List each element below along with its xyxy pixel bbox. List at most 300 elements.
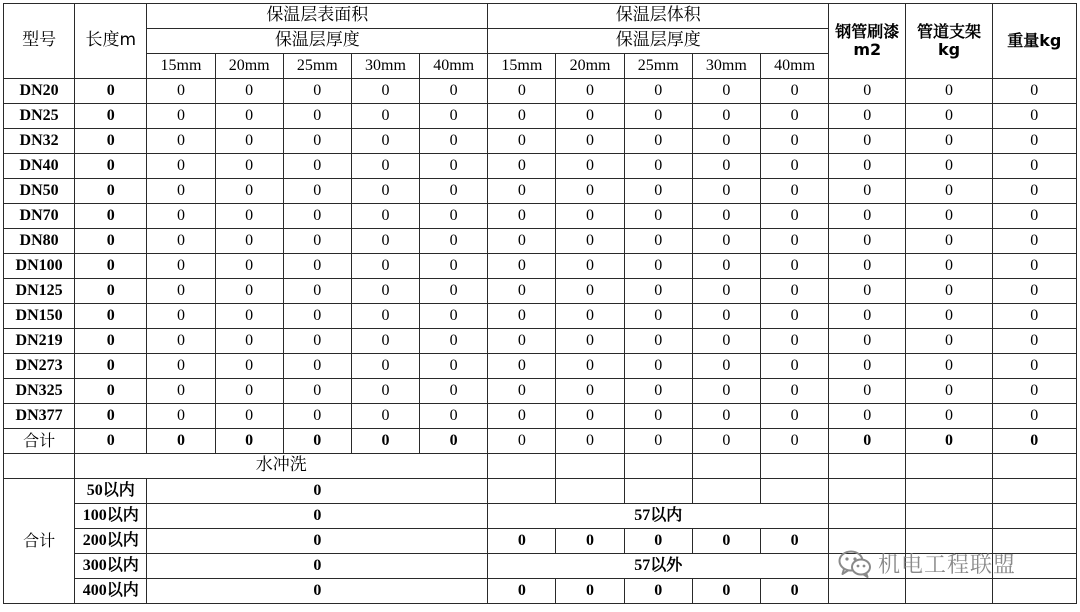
header-thickness-col: 25mm: [283, 54, 351, 79]
row-cell: 0: [992, 79, 1076, 104]
row-length: 0: [75, 79, 147, 104]
row-cell: 0: [351, 304, 419, 329]
total-cell: 0: [906, 429, 992, 454]
row-cell: 0: [420, 304, 488, 329]
row-cell: 0: [283, 379, 351, 404]
table-row: [4, 129, 1077, 154]
under-57-value: 0: [556, 529, 624, 554]
row-cell: 0: [556, 354, 624, 379]
row-cell: 0: [147, 204, 215, 229]
flush-range-label: 200以内: [75, 529, 147, 554]
header-volume-group: 保温层体积: [488, 4, 829, 29]
over-57-value: 0: [624, 579, 692, 604]
row-model: DN25: [4, 104, 75, 129]
header-thickness-col: 25mm: [624, 54, 692, 79]
row-cell: 0: [215, 204, 283, 229]
row-cell: 0: [692, 229, 760, 254]
row-cell: 0: [829, 404, 906, 429]
row-cell: 0: [906, 104, 992, 129]
row-cell: 0: [556, 154, 624, 179]
row-cell: 0: [420, 79, 488, 104]
row-cell: 0: [760, 104, 828, 129]
under-57-value: 0: [692, 529, 760, 554]
table-row: [4, 329, 1077, 354]
row-cell: 0: [992, 254, 1076, 279]
over-57-value: 0: [692, 579, 760, 604]
row-cell: 0: [692, 304, 760, 329]
row-cell: 0: [556, 79, 624, 104]
row-cell: 0: [147, 304, 215, 329]
row-cell: 0: [624, 329, 692, 354]
blank-cell: [906, 479, 992, 504]
total-cell: 0: [283, 429, 351, 454]
row-cell: 0: [692, 329, 760, 354]
flush-row: [4, 504, 1077, 529]
row-cell: 0: [760, 279, 828, 304]
row-cell: 0: [692, 104, 760, 129]
row-cell: 0: [692, 154, 760, 179]
row-length: 0: [75, 279, 147, 304]
row-length: 0: [75, 129, 147, 154]
row-model: DN100: [4, 254, 75, 279]
row-cell: 0: [488, 304, 556, 329]
flush-range-label: 300以内: [75, 554, 147, 579]
row-cell: 0: [692, 354, 760, 379]
total-cell: 0: [215, 429, 283, 454]
blank-cell: [992, 504, 1076, 529]
row-cell: 0: [624, 104, 692, 129]
row-cell: 0: [147, 179, 215, 204]
row-cell: 0: [829, 354, 906, 379]
row-model: DN325: [4, 379, 75, 404]
row-cell: 0: [215, 354, 283, 379]
total-rows: [4, 429, 1077, 454]
row-cell: 0: [624, 254, 692, 279]
blank-cell: [556, 454, 624, 479]
row-cell: 0: [760, 354, 828, 379]
row-cell: 0: [147, 79, 215, 104]
row-cell: 0: [351, 154, 419, 179]
total-cell: 0: [488, 429, 556, 454]
row-cell: 0: [906, 129, 992, 154]
over-57-label: 57以外: [488, 554, 829, 579]
row-cell: 0: [351, 329, 419, 354]
row-cell: 0: [906, 329, 992, 354]
row-cell: 0: [829, 129, 906, 154]
total-label: 合计: [4, 429, 75, 454]
row-cell: 0: [420, 354, 488, 379]
row-cell: 0: [420, 254, 488, 279]
header-thickness-col: 40mm: [420, 54, 488, 79]
row-cell: 0: [420, 154, 488, 179]
total-cell: 0: [351, 429, 419, 454]
row-cell: 0: [692, 379, 760, 404]
total-cell: 0: [760, 429, 828, 454]
table-row: [4, 229, 1077, 254]
total-cell: 0: [420, 429, 488, 454]
row-cell: 0: [215, 104, 283, 129]
row-cell: 0: [351, 279, 419, 304]
row-cell: 0: [992, 204, 1076, 229]
row-cell: 0: [760, 229, 828, 254]
row-cell: 0: [283, 304, 351, 329]
row-length: 0: [75, 229, 147, 254]
row-cell: 0: [283, 104, 351, 129]
flush-title: 水冲洗: [75, 454, 488, 479]
flush-row: [4, 479, 1077, 504]
row-cell: 0: [829, 279, 906, 304]
row-cell: 0: [760, 129, 828, 154]
row-cell: 0: [760, 329, 828, 354]
row-cell: 0: [624, 129, 692, 154]
row-cell: 0: [624, 204, 692, 229]
blank-cell: [624, 479, 692, 504]
row-cell: 0: [556, 404, 624, 429]
row-cell: 0: [624, 379, 692, 404]
row-cell: 0: [906, 379, 992, 404]
row-cell: 0: [488, 129, 556, 154]
row-cell: 0: [760, 404, 828, 429]
table-row: [4, 379, 1077, 404]
table-row: [4, 204, 1077, 229]
row-cell: 0: [906, 304, 992, 329]
row-cell: 0: [760, 154, 828, 179]
total-cell: 0: [147, 429, 215, 454]
total-cell: 0: [992, 429, 1076, 454]
row-cell: 0: [906, 254, 992, 279]
row-cell: 0: [420, 279, 488, 304]
insulation-quantity-table: [3, 3, 1077, 604]
row-cell: 0: [556, 104, 624, 129]
header-volume-thickness: 保温层厚度: [488, 29, 829, 54]
row-cell: 0: [829, 229, 906, 254]
blank-cell: [624, 454, 692, 479]
watermark-text: 机电工程联盟: [878, 553, 1017, 578]
row-cell: 0: [556, 179, 624, 204]
row-cell: 0: [556, 379, 624, 404]
row-cell: 0: [556, 229, 624, 254]
row-cell: 0: [829, 329, 906, 354]
row-cell: 0: [488, 379, 556, 404]
row-cell: 0: [906, 79, 992, 104]
row-cell: 0: [147, 279, 215, 304]
total-cell: 0: [829, 429, 906, 454]
row-cell: 0: [829, 304, 906, 329]
flush-range-value: 0: [147, 479, 488, 504]
row-cell: 0: [147, 404, 215, 429]
under-57-value: 0: [760, 529, 828, 554]
row-length: 0: [75, 379, 147, 404]
row-model: DN20: [4, 79, 75, 104]
row-model: DN32: [4, 129, 75, 154]
row-cell: 0: [283, 129, 351, 154]
blank-cell: [829, 454, 906, 479]
row-cell: 0: [488, 229, 556, 254]
watermark: [838, 548, 1016, 579]
row-cell: 0: [692, 79, 760, 104]
row-cell: 0: [215, 304, 283, 329]
row-cell: 0: [692, 204, 760, 229]
row-cell: 0: [351, 354, 419, 379]
total-cell: 0: [75, 429, 147, 454]
row-cell: 0: [906, 229, 992, 254]
blank-cell: [906, 454, 992, 479]
row-cell: 0: [147, 154, 215, 179]
row-cell: 0: [351, 79, 419, 104]
row-cell: 0: [488, 329, 556, 354]
header-support: 管道支架kg: [906, 4, 992, 79]
header-surface-group: 保温层表面积: [147, 4, 488, 29]
row-cell: 0: [283, 254, 351, 279]
row-cell: 0: [488, 154, 556, 179]
row-cell: 0: [906, 179, 992, 204]
row-cell: 0: [760, 179, 828, 204]
row-cell: 0: [829, 179, 906, 204]
blank-cell: [992, 579, 1076, 604]
row-cell: 0: [488, 179, 556, 204]
row-cell: 0: [420, 329, 488, 354]
blank-cell: [992, 454, 1076, 479]
row-cell: 0: [624, 354, 692, 379]
row-cell: 0: [488, 79, 556, 104]
pipe-rows: [4, 79, 1077, 429]
header-length: 长度m: [75, 4, 147, 79]
row-cell: 0: [760, 254, 828, 279]
row-cell: 0: [351, 179, 419, 204]
row-cell: 0: [283, 79, 351, 104]
row-cell: 0: [147, 329, 215, 354]
row-cell: 0: [283, 404, 351, 429]
flush-range-value: 0: [147, 504, 488, 529]
table-row: [4, 404, 1077, 429]
header-weight: 重量kg: [992, 4, 1076, 79]
row-cell: 0: [215, 179, 283, 204]
header-thickness-col: 30mm: [692, 54, 760, 79]
blank-cell: [760, 454, 828, 479]
row-model: DN70: [4, 204, 75, 229]
row-cell: 0: [992, 154, 1076, 179]
row-cell: 0: [692, 254, 760, 279]
blank-cell: [829, 479, 906, 504]
header-thickness-col: 20mm: [215, 54, 283, 79]
row-cell: 0: [283, 154, 351, 179]
row-cell: 0: [420, 204, 488, 229]
row-cell: 0: [992, 379, 1076, 404]
blank-cell: [488, 479, 556, 504]
flush-range-value: 0: [147, 529, 488, 554]
over-57-value: 0: [760, 579, 828, 604]
row-cell: 0: [351, 254, 419, 279]
row-cell: 0: [488, 204, 556, 229]
row-cell: 0: [556, 304, 624, 329]
row-cell: 0: [420, 179, 488, 204]
row-cell: 0: [992, 229, 1076, 254]
row-cell: 0: [992, 329, 1076, 354]
header-thickness-col: 15mm: [147, 54, 215, 79]
under-57-value: 0: [624, 529, 692, 554]
row-cell: 0: [556, 129, 624, 154]
row-cell: 0: [147, 379, 215, 404]
row-cell: 0: [215, 329, 283, 354]
row-cell: 0: [624, 404, 692, 429]
row-cell: 0: [488, 404, 556, 429]
header-model: 型号: [4, 4, 75, 79]
row-cell: 0: [283, 229, 351, 254]
row-cell: 0: [215, 79, 283, 104]
row-model: DN273: [4, 354, 75, 379]
row-cell: 0: [283, 354, 351, 379]
row-cell: 0: [906, 154, 992, 179]
table-row: [4, 304, 1077, 329]
header-thickness-col: 30mm: [351, 54, 419, 79]
flush-range-label: 50以内: [75, 479, 147, 504]
table-row: [4, 279, 1077, 304]
blank-cell: [692, 479, 760, 504]
row-cell: 0: [760, 379, 828, 404]
row-length: 0: [75, 329, 147, 354]
row-cell: 0: [624, 304, 692, 329]
row-cell: 0: [906, 354, 992, 379]
flush-row: [4, 579, 1077, 604]
row-cell: 0: [283, 179, 351, 204]
header-paint: 钢管刷漆m2: [829, 4, 906, 79]
table-row: [4, 154, 1077, 179]
row-cell: 0: [488, 104, 556, 129]
blank-cell: [556, 479, 624, 504]
row-model: DN150: [4, 304, 75, 329]
row-cell: 0: [215, 129, 283, 154]
row-cell: 0: [692, 404, 760, 429]
row-cell: 0: [351, 129, 419, 154]
row-cell: 0: [215, 229, 283, 254]
row-cell: 0: [147, 129, 215, 154]
row-cell: 0: [624, 279, 692, 304]
flush-range-value: 0: [147, 554, 488, 579]
row-cell: 0: [992, 279, 1076, 304]
blank-cell: [829, 579, 906, 604]
row-cell: 0: [488, 254, 556, 279]
row-cell: 0: [283, 204, 351, 229]
total-cell: 0: [556, 429, 624, 454]
row-cell: 0: [760, 304, 828, 329]
row-length: 0: [75, 354, 147, 379]
row-cell: 0: [556, 204, 624, 229]
row-cell: 0: [624, 229, 692, 254]
row-length: 0: [75, 179, 147, 204]
row-length: 0: [75, 304, 147, 329]
row-cell: 0: [215, 404, 283, 429]
row-cell: 0: [992, 179, 1076, 204]
row-cell: 0: [351, 104, 419, 129]
row-cell: 0: [556, 279, 624, 304]
row-cell: 0: [760, 79, 828, 104]
row-cell: 0: [624, 154, 692, 179]
under-57-label: 57以内: [488, 504, 829, 529]
blank-cell: [692, 454, 760, 479]
row-cell: 0: [906, 204, 992, 229]
over-57-value: 0: [556, 579, 624, 604]
over-57-value: 0: [488, 579, 556, 604]
row-cell: 0: [215, 279, 283, 304]
row-cell: 0: [692, 129, 760, 154]
row-cell: 0: [760, 204, 828, 229]
total-cell: 0: [692, 429, 760, 454]
table-row: [4, 104, 1077, 129]
row-cell: 0: [147, 104, 215, 129]
blank-cell: [906, 504, 992, 529]
row-cell: 0: [215, 254, 283, 279]
flush-total-label: 合计: [4, 479, 75, 604]
row-length: 0: [75, 404, 147, 429]
row-model: DN40: [4, 154, 75, 179]
header-thickness-col: 40mm: [760, 54, 828, 79]
flush-blank-cell: [4, 454, 75, 479]
row-length: 0: [75, 104, 147, 129]
row-cell: 0: [624, 179, 692, 204]
header-thickness-col: 20mm: [556, 54, 624, 79]
row-cell: 0: [215, 379, 283, 404]
row-cell: 0: [147, 229, 215, 254]
flush-range-value: 0: [147, 579, 488, 604]
row-model: DN377: [4, 404, 75, 429]
row-cell: 0: [215, 154, 283, 179]
row-cell: 0: [283, 329, 351, 354]
row-cell: 0: [488, 279, 556, 304]
row-cell: 0: [906, 279, 992, 304]
header-thickness-col: 15mm: [488, 54, 556, 79]
blank-cell: [829, 504, 906, 529]
row-length: 0: [75, 254, 147, 279]
row-cell: 0: [829, 154, 906, 179]
row-cell: 0: [147, 254, 215, 279]
row-length: 0: [75, 154, 147, 179]
row-cell: 0: [420, 104, 488, 129]
row-cell: 0: [351, 229, 419, 254]
under-57-value: 0: [488, 529, 556, 554]
row-cell: 0: [829, 254, 906, 279]
row-model: DN80: [4, 229, 75, 254]
header-row-1: [4, 4, 1077, 29]
wechat-icon: [838, 550, 872, 578]
row-model: DN219: [4, 329, 75, 354]
row-cell: 0: [992, 404, 1076, 429]
row-length: 0: [75, 204, 147, 229]
row-cell: 0: [992, 104, 1076, 129]
row-cell: 0: [829, 204, 906, 229]
row-cell: 0: [829, 104, 906, 129]
row-cell: 0: [906, 404, 992, 429]
table-row: [4, 254, 1077, 279]
blank-cell: [992, 479, 1076, 504]
row-cell: 0: [420, 404, 488, 429]
row-cell: 0: [488, 354, 556, 379]
row-cell: 0: [420, 379, 488, 404]
row-cell: 0: [556, 329, 624, 354]
row-cell: 0: [692, 179, 760, 204]
blank-cell: [760, 479, 828, 504]
row-cell: 0: [420, 129, 488, 154]
table-row: [4, 354, 1077, 379]
flush-range-label: 100以内: [75, 504, 147, 529]
flush-title-row: [4, 454, 1077, 479]
header-surface-thickness: 保温层厚度: [147, 29, 488, 54]
row-cell: 0: [692, 279, 760, 304]
table-row: [4, 79, 1077, 104]
table-row: [4, 179, 1077, 204]
row-model: DN50: [4, 179, 75, 204]
row-cell: 0: [420, 229, 488, 254]
row-cell: 0: [147, 354, 215, 379]
